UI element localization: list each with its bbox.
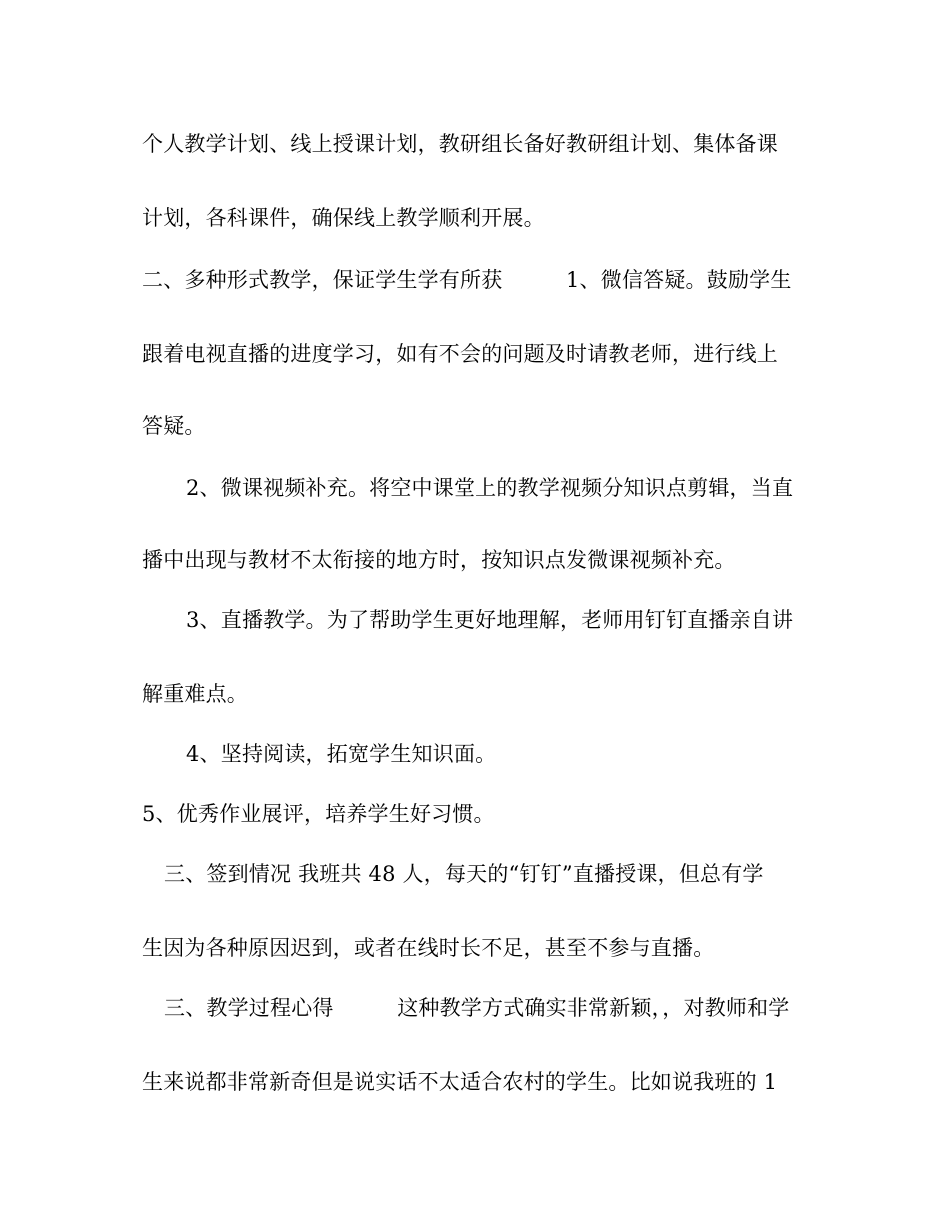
paragraph-line: 计划，各科课件，确保线上教学顺利开展。 bbox=[142, 206, 545, 230]
paragraph-line: 生来说都非常新奇但是说实话不太适合农村的学生。比如说我班的 1 bbox=[142, 1070, 778, 1094]
paragraph-line: 个人教学计划、线上授课计划，教研组长备好教研组计划、集体备课 bbox=[142, 132, 778, 156]
section-heading-line: 三、教学过程心得 这种教学方式确实非常新颖，，对教师和学 bbox=[164, 996, 790, 1020]
paragraph-line: 跟着电视直播的进度学习，如有不会的问题及时请教老师，进行线上 bbox=[142, 342, 778, 366]
paragraph-line: 答疑。 bbox=[142, 414, 206, 438]
section-heading-line: 二、多种形式教学，保证学生学有所获 1、微信答疑。鼓励学生 bbox=[142, 268, 792, 292]
paragraph-line: 解重难点。 bbox=[142, 682, 248, 706]
list-item-line: 5、优秀作业展评，培养学生好习惯。 bbox=[142, 802, 495, 826]
section-heading-line: 三、签到情况 我班共 48 人，每天的“钉钉”直播授课，但总有学 bbox=[164, 862, 764, 886]
paragraph-line: 生因为各种原因迟到，或者在线时长不足，甚至不参与直播。 bbox=[142, 936, 715, 960]
paragraph-line: 播中出现与教材不太衔接的地方时，按知识点发微课视频补充。 bbox=[142, 548, 736, 572]
list-item-line: 4、坚持阅读，拓宽学生知识面。 bbox=[186, 742, 497, 766]
list-item-line: 3、直播教学。为了帮助学生更好地理解，老师用钉钉直播亲自讲 bbox=[186, 608, 794, 632]
list-item-line: 2、微课视频补充。将空中课堂上的教学视频分知识点剪辑，当直 bbox=[186, 476, 794, 500]
